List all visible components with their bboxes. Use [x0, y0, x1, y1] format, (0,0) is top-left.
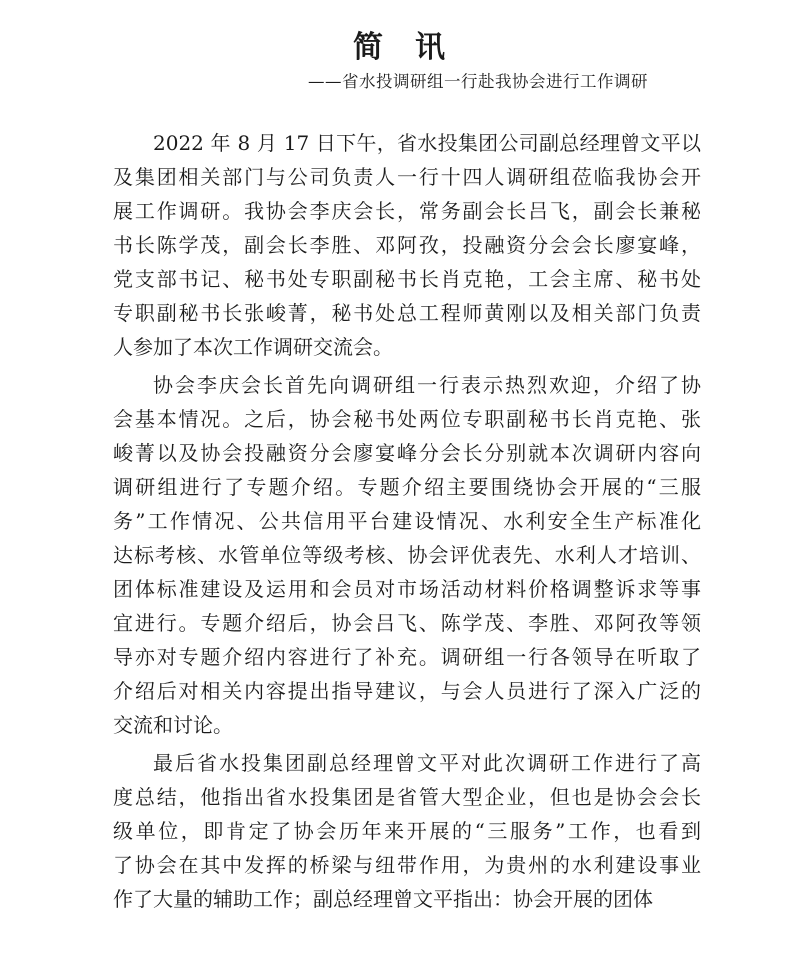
paragraph-2-line: 导亦对专题介绍内容进行了补充。调研组一行各领导在听取了 [113, 645, 701, 669]
paragraph-1-line: 2022 年 8 月 17 日下午，省水投集团公司副总经理曾文平以 [153, 131, 701, 155]
paragraph-3-line: 了协会在其中发挥的桥梁与纽带作用，为贵州的水利建设事业 [113, 853, 701, 877]
paragraph-2-line: 协会李庆会长首先向调研组一行表示热烈欢迎，介绍了协 [153, 373, 701, 397]
page-title [0, 22, 800, 66]
paragraph-1-line: 党支部书记、秘书处专职副秘书长肖克艳，工会主席、秘书处 [113, 267, 701, 291]
paragraph-1-line: 展工作调研。我协会李庆会长，常务副会长吕飞，副会长兼秘 [113, 199, 701, 223]
paragraph-1-line: 专职副秘书长张峻菁，秘书处总工程师黄刚以及相关部门负责 [113, 301, 701, 325]
paragraph-3-line: 作了大量的辅助工作；副总经理曾文平指出：协会开展的团体 [113, 887, 653, 911]
paragraph-1-line: 书长陈学茂，副会长李胜、邓阿孜，投融资分会会长廖宴峰， [113, 233, 701, 257]
title-char-1: 简 [353, 30, 385, 65]
paragraph-2-line: 交流和讨论。 [113, 713, 233, 737]
paragraph-2-line: 会基本情况。之后，协会秘书处两位专职副秘书长肖克艳、张 [113, 407, 701, 431]
paragraph-3-line: 最后省水投集团副总经理曾文平对此次调研工作进行了高 [153, 751, 701, 775]
paragraph-3-line: 度总结，他指出省水投集团是省管大型企业，但也是协会会长 [113, 785, 701, 809]
paragraph-1-line: 及集团相关部门与公司负责人一行十四人调研组莅临我协会开 [113, 165, 701, 189]
paragraph-2-line: 介绍后对相关内容提出指导建议，与会人员进行了深入广泛的 [113, 679, 701, 703]
paragraph-3-line: 级单位，即肯定了协会历年来开展的“三服务”工作，也看到 [113, 819, 701, 843]
paragraph-2-line: 宜进行。专题介绍后，协会吕飞、陈学茂、李胜、邓阿孜等领 [113, 611, 701, 635]
paragraph-2-line: 务”工作情况、公共信用平台建设情况、水利安全生产标准化 [113, 509, 701, 533]
article-body [113, 126, 701, 916]
paragraph-2-line: 峻菁以及协会投融资分会廖宴峰分会长分别就本次调研内容向 [113, 441, 701, 465]
title-char-2: 讯 [415, 30, 447, 65]
paragraph-2-line: 团体标准建设及运用和会员对市场活动材料价格调整诉求等事 [113, 577, 701, 601]
paragraph-2-line: 调研组进行了专题介绍。专题介绍主要围绕协会开展的“三服 [113, 475, 701, 499]
paragraph-1-line: 人参加了本次工作调研交流会。 [113, 335, 393, 359]
paragraph-2-line: 达标考核、水管单位等级考核、协会评优表先、水利人才培训、 [113, 543, 701, 567]
page-subtitle: ——省水投调研组一行赴我协会进行工作调研 [308, 72, 648, 91]
